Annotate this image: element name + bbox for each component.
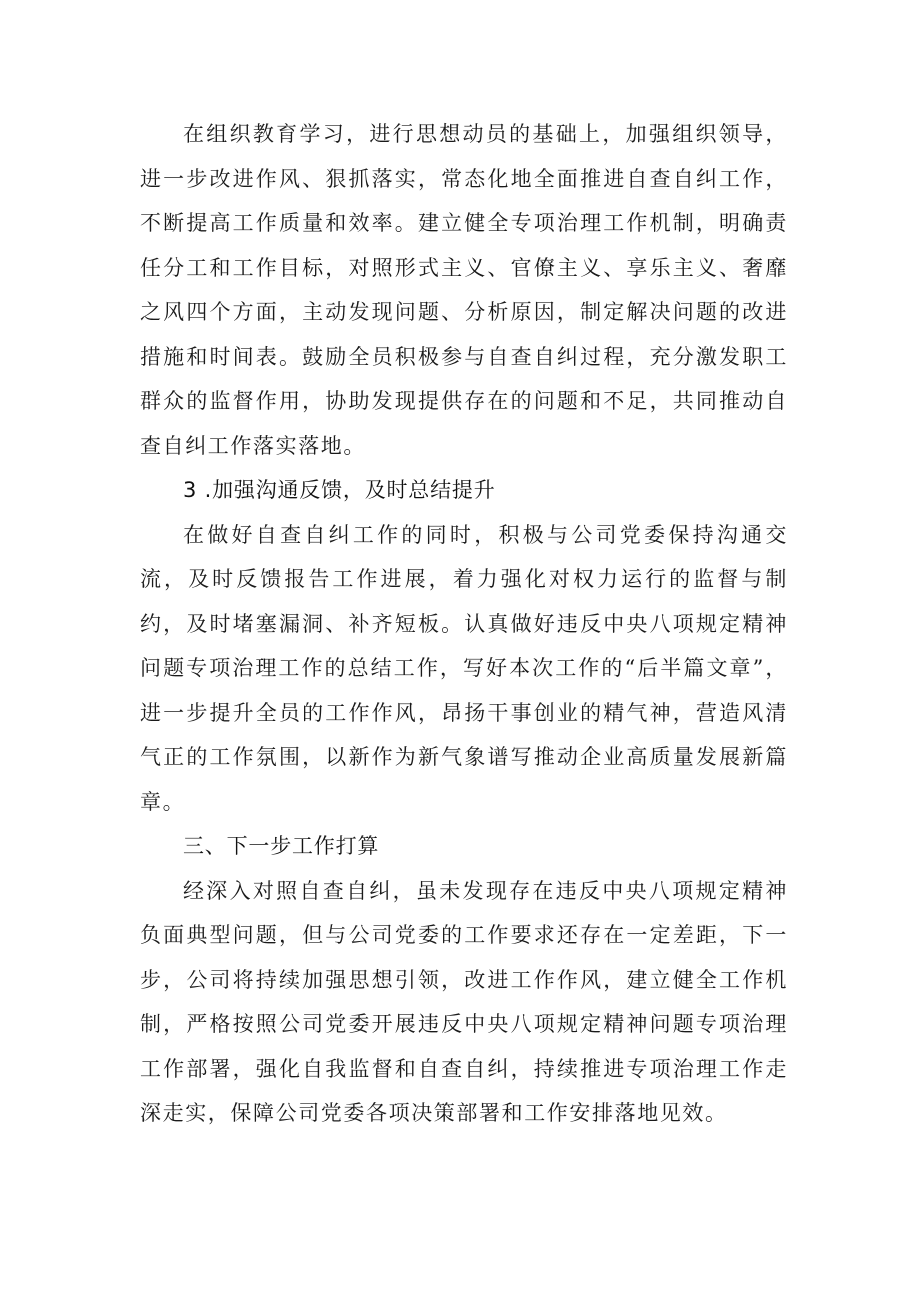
subheading-communication-feedback: 3 .加强沟通反馈，及时总结提升 [183,478,496,502]
section-heading-next-steps: 三、下一步工作打算 [183,834,380,858]
paragraph-strengthen-leadership: 在组织教育学习，进行思想动员的基础上，加强组织领导，进一步改进作风、狠抓落实，常态化地全面推进自查自纠工作，不断提高工作质量和效率。建立健全专项治理工作机制，明确责任分工和工作目标，对照形式主义、官僚主义、享乐主义、奢靡之风四个方面，主动发现问题、分析原因，制定解决问题的改进措施和时间表。鼓励全员积极参与自查自纠过程，充分激发职工群众的监督作用，协助发现提供存在的问题和不足，共同推动自查自纠工作落实落地。 [140,122,788,458]
paragraph-next-steps: 经深入对照自查自纠，虽未发现存在违反中央八项规定精神负面典型问题，但与公司党委的工作要求还存在一定差距，下一步，公司将持续加强思想引领，改进工作作风，建立健全工作机制，严格按照公司党委开展违反中央八项规定精神问题专项治理工作部署，强化自我监督和自查自纠，持续推进专项治理工作走深走实，保障公司党委各项决策部署和工作安排落地见效。 [140,878,788,1125]
document-body [140,112,788,1136]
paragraph-communication-feedback: 在做好自查自纠工作的同时，积极与公司党委保持沟通交流，及时反馈报告工作进展，着力强化对权力运行的监督与制约，及时堵塞漏洞、补齐短板。认真做好违反中央八项规定精神问题专项治理工作的总结工作，写好本次工作的“后半篇文章”，进一步提升全员的工作作风，昂扬干事创业的精气神，营造风清气正的工作氛围，以新作为新气象谱写推动企业高质量发展新篇章。 [140,522,788,814]
